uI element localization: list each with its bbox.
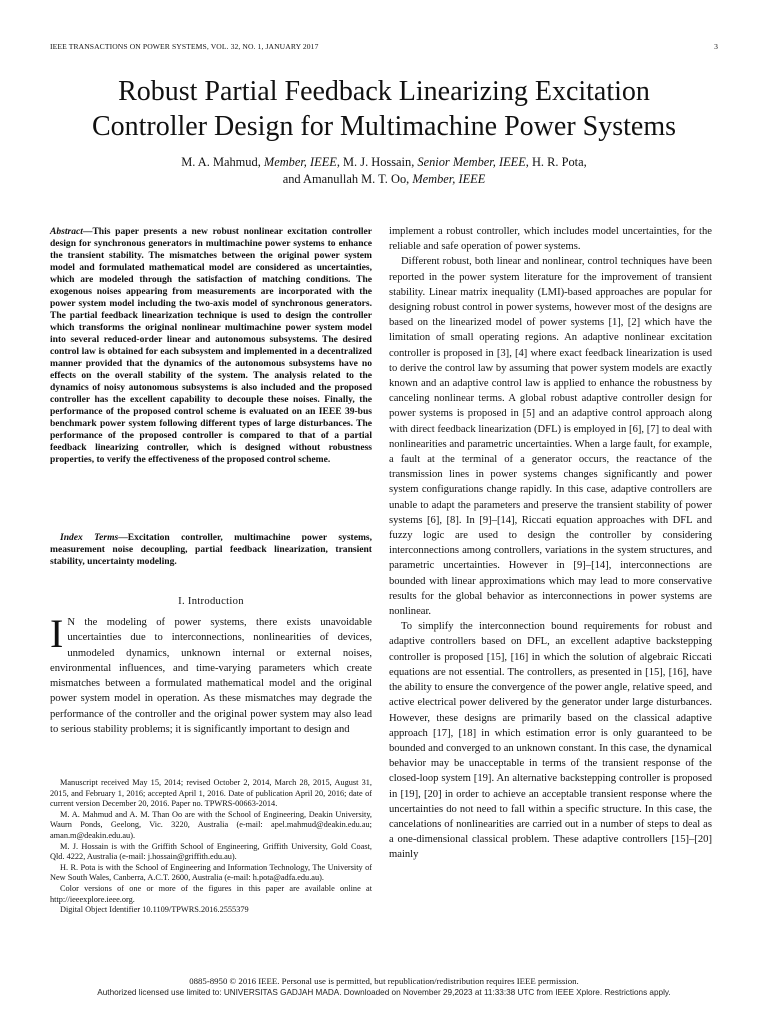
author-2-role: Senior Member, IEEE [417, 155, 526, 169]
index-terms-lead: Index Terms [60, 532, 119, 543]
running-header [50, 42, 718, 54]
footnote-affiliation: M. J. Hossain is with the Griffith School of Engineering, Griffith University, Gold Coast, Qld. 4222, Australia (e-mail: j.hossain@griffith.edu.au). [50, 841, 372, 862]
author-4-name: and Amanullah M. T. Oo, [282, 172, 413, 186]
footnote-affiliation: M. A. Mahmud and A. M. Than Oo are with the School of Engineering, Deakin University, Waurn Ponds, Geelong, Vic. 3220, Australia (e-mail: apel.mahmud@deakin.edu.au; aman.m@deakin.edu.au). [50, 809, 372, 840]
right-paragraph: To simplify the interconnection bound requirements for robust and adaptive controllers based on DFL, an excellent adaptive backstepping controller is proposed [15], [16] in which the solution of algebraic Riccati equations are not essential. The controllers, as presented in [15], [16], have the ability to ensure the convergence of the power angle, relative speed, and active electrical power delivered by the generator under large disturbances. However, these designs are primarily based on the classical adaptive approach [17], [18] in which estimation error is only guaranteed to be bounded and converged to an unknown constant. In this case, the dynamical behavior may be unacceptable in terms of the transient response of the closed-loop system [19]. An alternative backstepping controller is proposed in [19], [20] in order to achieve an acceptable transient response where the uncertainties do not need to fall within a specific structure. In this case, the cancelations of nonlinearities are carried out in a number of steps to deal as a one-dimensional classical problem. These adaptive controllers [15]–[20] mainly [389, 621, 712, 861]
section-heading: I. Introduction [178, 596, 244, 607]
page-number: 3 [714, 42, 718, 51]
introduction-text [50, 611, 372, 737]
paper-title [20, 74, 748, 144]
right-paragraph: Different robust, both linear and nonlinear, control techniques have been reported in the power system literature for the improvement of transient stability. Linear matrix inequality (LMI)-based approaches are popular for designing robust control in power systems, however most of the designs are based on the linearized model of power systems [1], [2] which have the limitation of small operating regions. An adaptive nonlinear excitation controller is proposed in [3], [4] where exact feedback linearization is used to derive the control law by assuming that power system models are exactly known and an adaptive control law is applied to enhance the robustness by canceling nonlinear terms. A global robust adaptive controller design for power systems is proposed in [5] and an adaptive control approach along with direct feedback linearization (DFL) is employed in [6], [7] to deal with nonlinearities and parametric uncertainties. When a large fault, for example, a fault at the terminal of a generator occurs, the reactance of the transmission lines in power systems changes significantly and power system configurations change rapidly. In this case, adaptive controllers are unable to adapt the parameters and preserve the transient stability of power systems [6], [8]. In [9]–[14], Riccati equation approaches with DFL and fuzzy logic are used to design the controller by considering interconnections among controllers, variations in the system structures, and parametric uncertainties. However in [9]–[14], interconnections are bounded with linear approximations which may lead to more conservative results for the global behavior as interconnections in power systems are nonlinear. [389, 256, 712, 618]
right-column [389, 224, 712, 863]
license-notice: Authorized licensed use limited to: UNIVERSITAS GADJAH MADA. Downloaded on November 29,2023 at 11:33:38 UTC from IEEE Xplore. Restrictions apply. [97, 988, 671, 997]
right-paragraph: implement a robust controller, which includes model uncertainties, for the reliable and safe operation of power systems. [389, 226, 712, 253]
footnote-affiliation: H. R. Pota is with the School of Engineering and Information Technology, The University of New South Wales, Canberra, A.C.T. 2600, Australia (e-mail: h.pota@adfa.edu.au). [50, 862, 372, 883]
index-terms [50, 532, 372, 568]
abstract-text: —This paper presents a new robust nonlinear excitation controller design for synchronous generators in multimachine power systems to enhance the transient stability. The mismatches between the original power system model and formulated mathematical model are considered as uncertainties, which are modeled through the satisfaction of matching conditions. The exogenous noises appearing from measurements are incorporated with the power system model including the two-axis model of synchronous generators. The partial feedback linearization technique is used to design the controller which transforms the original nonlinear multimachine power system model into several reduced-order linear and autonomous subsystems. The desired control law is obtained for each subsystem and implemented in a decentralized manner provided that the dynamics of the autonomous subsystems have no effects on the overall stability of the system. The analysis related to the dynamics of noisy autonomous subsystems is also included and the proposed controller has the excellent capability to decouple these noises. Finally, the performance of the proposed control scheme is evaluated on an IEEE 39-bus benchmark power system following different types of large disturbances. The performance of the proposed controller is compared to that of a partial feedback linearizing controller, which is designed without robustness properties, to verify the effectiveness of the proposed control scheme. [50, 226, 372, 465]
author-4-role: Member, IEEE [412, 172, 486, 186]
index-terms-text: —Excitation controller, multimachine power systems, measurement noise decoupling, partial feedback linearization, transient stability, uncertainty modeling. [50, 532, 373, 567]
author-1-role: Member, IEEE [263, 155, 337, 169]
author-3-name: , H. R. Pota, [525, 155, 587, 169]
title-line-1: Robust Partial Feedback Linearizing Excitation [118, 76, 650, 107]
author-1-name: M. A. Mahmud, [181, 155, 264, 169]
abstract-lead: Abstract [50, 226, 83, 237]
title-line-2: Controller Design for Multimachine Power Systems [91, 111, 677, 142]
author-2-name: , M. J. Hossain, [336, 155, 418, 169]
journal-name: IEEE TRANSACTIONS ON POWER SYSTEMS, VOL. 32, NO. 1, JANUARY 2017 [50, 42, 319, 51]
footnote-color-versions: Color versions of one or more of the figures in this paper are available online at http://ieeexplore.ieee.org. [50, 883, 372, 904]
copyright-notice: 0885-8950 © 2016 IEEE. Personal use is permitted, but republication/redistribution requires IEEE permission. [189, 976, 579, 986]
author-list [60, 154, 708, 188]
footnote-manuscript: Manuscript received May 15, 2014; revised October 2, 2014, March 28, 2015, August 31, 2015, and February 1, 2016; accepted April 1, 2016. Date of publication April 20, 2016; date of current version December 20, 2016. Paper no. TPWRS-00663-2014. [50, 778, 372, 809]
intro-paragraph: N the modeling of power systems, there exists unavoidable uncertainties due to interconnections, nonlinearities of devices, unmodeled dynamics, unknown internal or external noises, environmental influences, and time-varying parameters which create mismatches between a formulated mathematical model and the original power system model in operation. As these mismatches may degrade the performance of the controller and the original power system may also lead to serious stability problems; it is significantly important to design and [50, 617, 372, 736]
abstract [50, 226, 372, 466]
footnote-doi: Digital Object Identifier 10.1109/TPWRS.2016.2555379 [60, 905, 249, 915]
drop-cap: I [50, 611, 64, 656]
footnotes [50, 778, 372, 916]
